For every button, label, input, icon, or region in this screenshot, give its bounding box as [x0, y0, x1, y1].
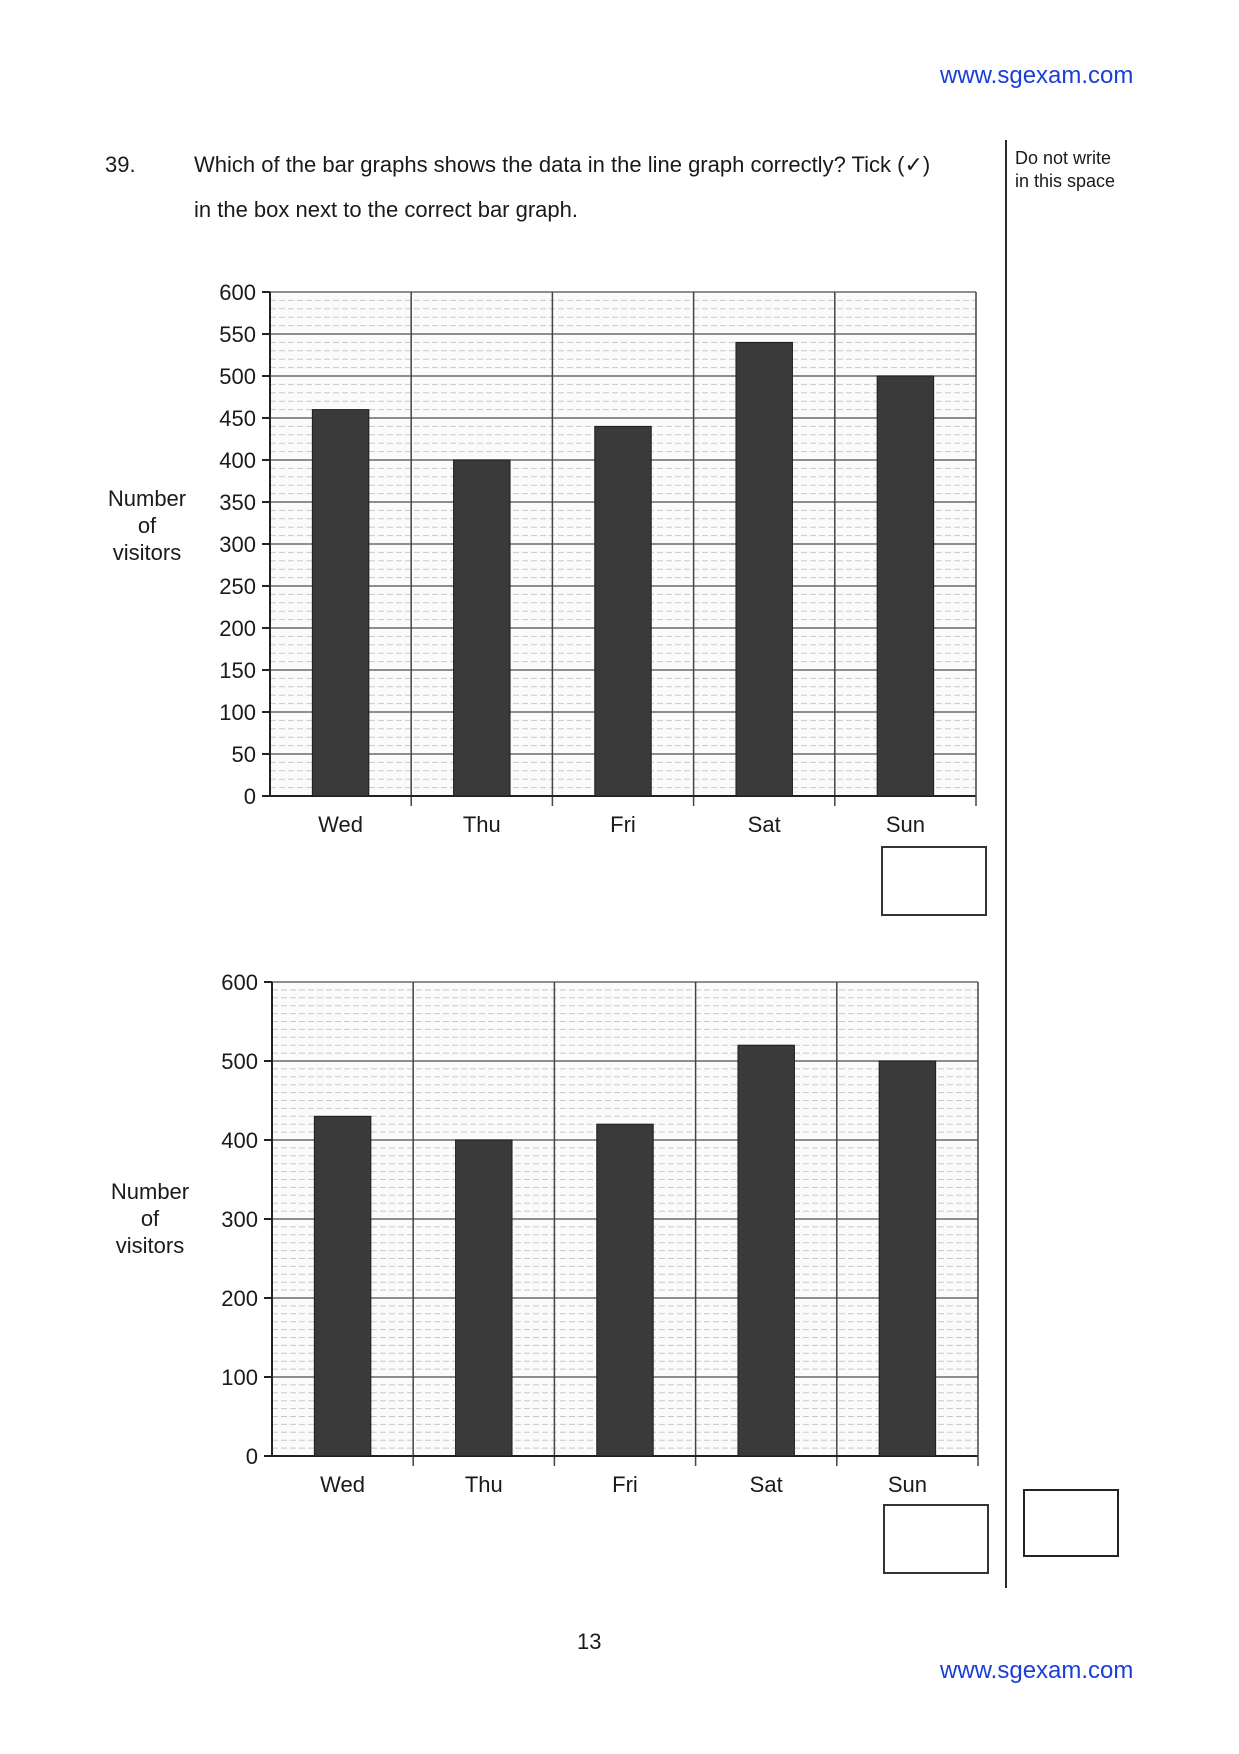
- chart-1-y-tick-label: 450: [219, 406, 256, 431]
- chart-1-y-tick-label: 400: [219, 448, 256, 473]
- chart-1-x-tick-label: Fri: [610, 812, 636, 837]
- chart-2-y-label-line-1: Number: [110, 1179, 190, 1204]
- chart-2-bar-fri: [597, 1124, 653, 1456]
- chart-1-x-tick-label: Sun: [885, 812, 925, 837]
- chart-1-y-label-line-2: of: [137, 513, 157, 538]
- question-number: 39.: [105, 152, 136, 177]
- chart-1-y-tick-label: 150: [219, 658, 256, 683]
- chart-1-y-tick-label: 600: [219, 280, 256, 305]
- question-text-line-2: in the box next to the correct bar graph.: [194, 197, 579, 222]
- chart-2-y-tick-label: 200: [221, 1286, 258, 1311]
- chart-1-y-tick-label: 250: [219, 574, 256, 599]
- chart-1-y-tick-label: 350: [219, 490, 256, 515]
- chart-2-y-label-line-2: of: [140, 1206, 160, 1231]
- chart-1-y-label-line-3: visitors: [112, 540, 182, 565]
- chart-1-y-tick-label: 50: [231, 742, 256, 767]
- chart-1-y-tick-label: 550: [219, 322, 256, 347]
- chart-2-bar-sun: [879, 1061, 935, 1456]
- margin-note-line-1: Do not write: [1015, 148, 1112, 168]
- answer-checkbox-chart-2[interactable]: [883, 1504, 989, 1574]
- chart-1-y-label-line-1: Number: [107, 486, 187, 511]
- question-text-line-1: Which of the bar graphs shows the data in the line graph correctly? Tick (✓): [194, 152, 931, 177]
- site-url-bottom[interactable]: www.sgexam.com: [940, 1657, 1134, 1684]
- chart-2-y-tick-label: 100: [221, 1365, 258, 1390]
- chart-2-y-label-line-3: visitors: [115, 1233, 185, 1258]
- chart-2-y-tick-label: 300: [221, 1207, 258, 1232]
- chart-1-y-tick-label: 100: [219, 700, 256, 725]
- chart-2-bar-thu: [456, 1140, 512, 1456]
- chart-2-x-tick-label: Fri: [612, 1472, 638, 1497]
- chart-1-y-tick-label: 500: [219, 364, 256, 389]
- chart-2-bar-sat: [738, 1045, 794, 1456]
- chart-1-y-tick-label: 300: [219, 532, 256, 557]
- page-number: 13: [577, 1629, 602, 1654]
- chart-1-x-tick-label: Sat: [747, 812, 781, 837]
- chart-1-x-tick-label: Wed: [318, 812, 364, 837]
- chart-2-x-tick-label: Wed: [320, 1472, 366, 1497]
- chart-2-y-tick-label: 600: [221, 970, 258, 995]
- chart-1-x-tick-label: Thu: [462, 812, 501, 837]
- chart-2-x-tick-label: Thu: [464, 1472, 503, 1497]
- margin-note-line-2: in this space: [1015, 171, 1116, 191]
- chart-1-y-tick-label: 200: [219, 616, 256, 641]
- marks-box: [1023, 1489, 1119, 1557]
- chart-2-x-tick-label: Sun: [887, 1472, 927, 1497]
- chart-2-y-tick-label: 400: [221, 1128, 258, 1153]
- chart-1-y-tick-label: 0: [243, 784, 256, 809]
- chart-2-y-tick-label: 500: [221, 1049, 258, 1074]
- chart-2-x-tick-label: Sat: [749, 1472, 783, 1497]
- site-url-top[interactable]: www.sgexam.com: [940, 62, 1134, 89]
- chart-2-y-tick-label: 0: [245, 1444, 258, 1469]
- chart-2-bar-wed: [314, 1116, 370, 1456]
